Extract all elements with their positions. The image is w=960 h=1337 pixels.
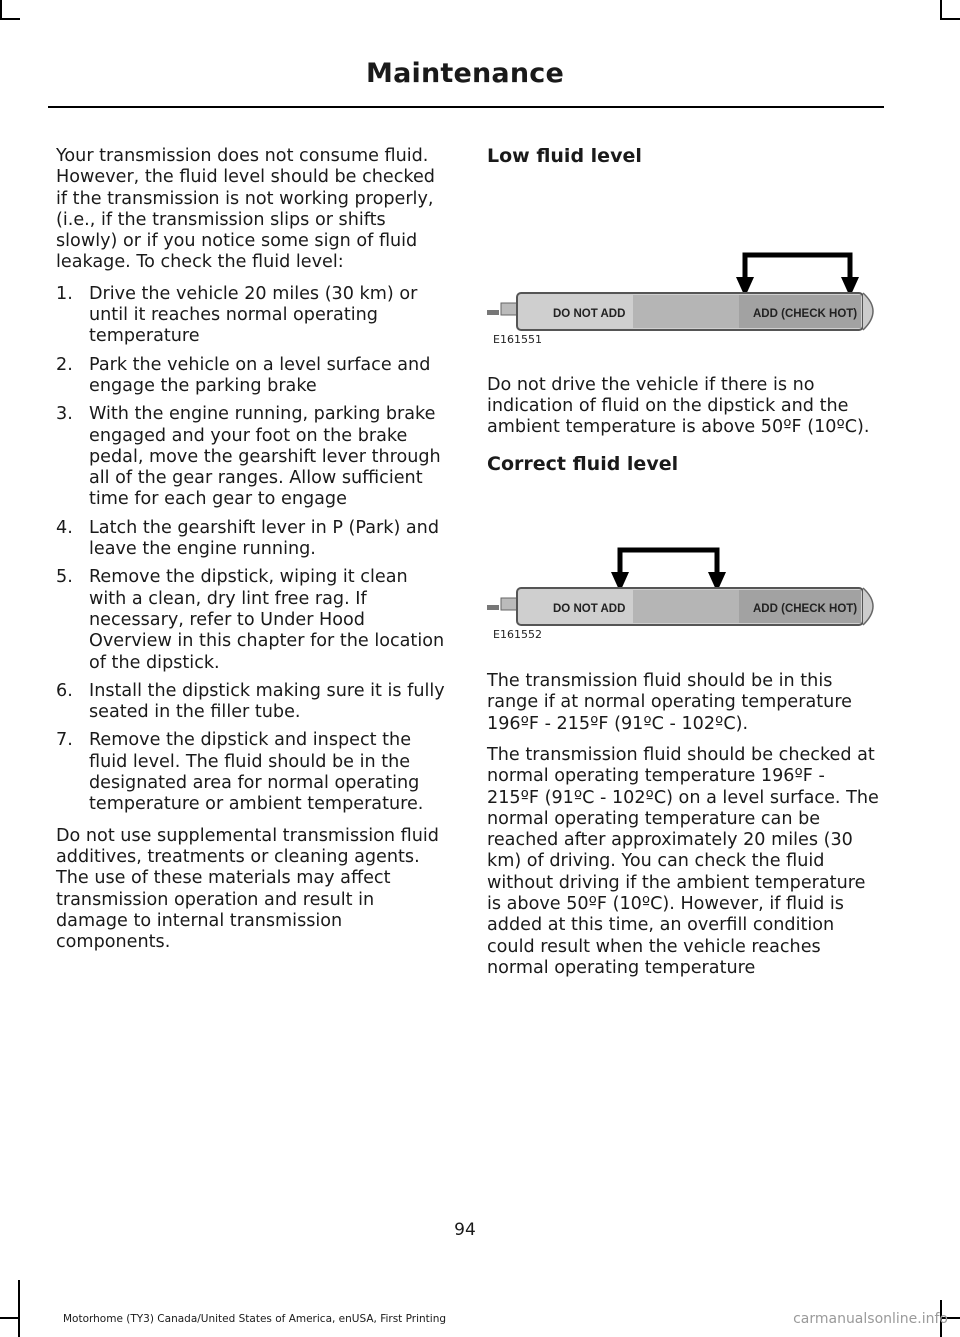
figure-id: E161551 xyxy=(493,333,542,347)
dipstick-label-do-not-add: DO NOT ADD xyxy=(553,602,626,615)
step-number: 2. xyxy=(56,354,73,375)
step-text: With the engine running, parking brake engaged and your foot on the brake pedal, move the gearshift lever through all of the gear ranges. Allow sufficient time for each gear to engage xyxy=(89,404,441,510)
step-number: 1. xyxy=(56,283,73,304)
dipstick-label-add: ADD (CHECK HOT) xyxy=(753,308,858,321)
step-text: Remove the dipstick, wiping it clean with a clean, dry lint free rag. If necessary, refer to Under Hood Overview in this chapter for the location of the dipstick. xyxy=(89,567,445,673)
correct-fluid-range-text: The transmission fluid should be in this range if at normal operating temperature 196ºF - 215ºF (91ºC - 102ºC). xyxy=(487,671,852,734)
low-fluid-figure xyxy=(487,219,887,350)
page-number: 94 xyxy=(454,1220,476,1240)
correct-fluid-check-text: The transmission fluid should be checked at normal operating temperature 196ºF - 215ºF (91ºC - 102ºC) on a level surface. The normal operating temperature can be reached after approximately 20 miles (30 km) of driving. You can check the fluid without driving if the ambient temperature is above 50ºF (10ºC). However, if fluid is added at this time, an overfill condition could result when the vehicle reaches normal operating temperature xyxy=(487,744,879,978)
step-text: Install the dipstick making sure it is fully seated in the filler tube. xyxy=(89,680,445,723)
low-fluid-text: Do not drive the vehicle if there is no indication of fluid on the dipstick and the ambient temperature is above 50ºF (10ºC). xyxy=(487,374,870,438)
crop-mark xyxy=(18,1280,20,1337)
list-item xyxy=(56,404,448,510)
additive-warning-paragraph: Do not use supplemental transmission fluid additives, treatments or cleaning agents. The use of these materials may affect transmission operation and result in damage to internal transmission components. xyxy=(56,825,439,953)
crop-mark xyxy=(0,1317,20,1319)
step-number: 3. xyxy=(56,404,73,425)
low-fluid-heading: Low fluid level xyxy=(487,145,642,167)
step-number: 5. xyxy=(56,567,73,588)
list-item xyxy=(56,730,448,815)
header-rule xyxy=(48,106,884,108)
step-number: 6. xyxy=(56,680,73,701)
step-text: Remove the dipstick and inspect the fluid level. The fluid should be in the designated area for normal operating temperature or ambient temperature. xyxy=(89,730,424,815)
watermark: carmanualsonline.info xyxy=(793,1311,948,1327)
crop-mark xyxy=(940,0,942,20)
page-title: Maintenance xyxy=(366,58,564,89)
list-item xyxy=(56,518,448,561)
dipstick-label-do-not-add: DO NOT ADD xyxy=(553,308,626,321)
list-item xyxy=(56,284,448,348)
intro-paragraph: Your transmission does not consume fluid. However, the fluid level should be checked if the transmission is not working properly, (i.e., if the transmission slips or shifts slowly) or if you notice some sign of fluid leakage. To check the fluid level: xyxy=(56,146,435,273)
check-steps-list xyxy=(56,284,448,816)
step-text: Drive the vehicle 20 miles (30 km) or until it reaches normal operating temperature xyxy=(89,283,418,347)
correct-fluid-figure xyxy=(487,514,887,645)
list-item xyxy=(56,681,448,724)
dipstick-illustration xyxy=(487,219,887,331)
correct-fluid-heading: Correct fluid level xyxy=(487,453,679,476)
crop-mark xyxy=(0,18,20,20)
step-number: 4. xyxy=(56,517,73,538)
left-column xyxy=(56,146,448,963)
edition-footer: Motorhome (TY3) Canada/United States of America, enUSA, First Printing xyxy=(63,1313,447,1325)
step-number: 7. xyxy=(56,730,73,751)
step-text: Latch the gearshift lever in P (Park) and leave the engine running. xyxy=(89,517,440,560)
figure-id: E161552 xyxy=(493,627,542,641)
crop-mark xyxy=(0,0,2,20)
right-column xyxy=(487,146,881,989)
dipstick-illustration xyxy=(487,514,887,626)
list-item xyxy=(56,355,448,398)
list-item xyxy=(56,567,448,673)
step-text: Park the vehicle on a level surface and engage the parking brake xyxy=(89,354,431,396)
dipstick-label-add: ADD (CHECK HOT) xyxy=(753,602,858,615)
crop-mark xyxy=(940,18,960,20)
